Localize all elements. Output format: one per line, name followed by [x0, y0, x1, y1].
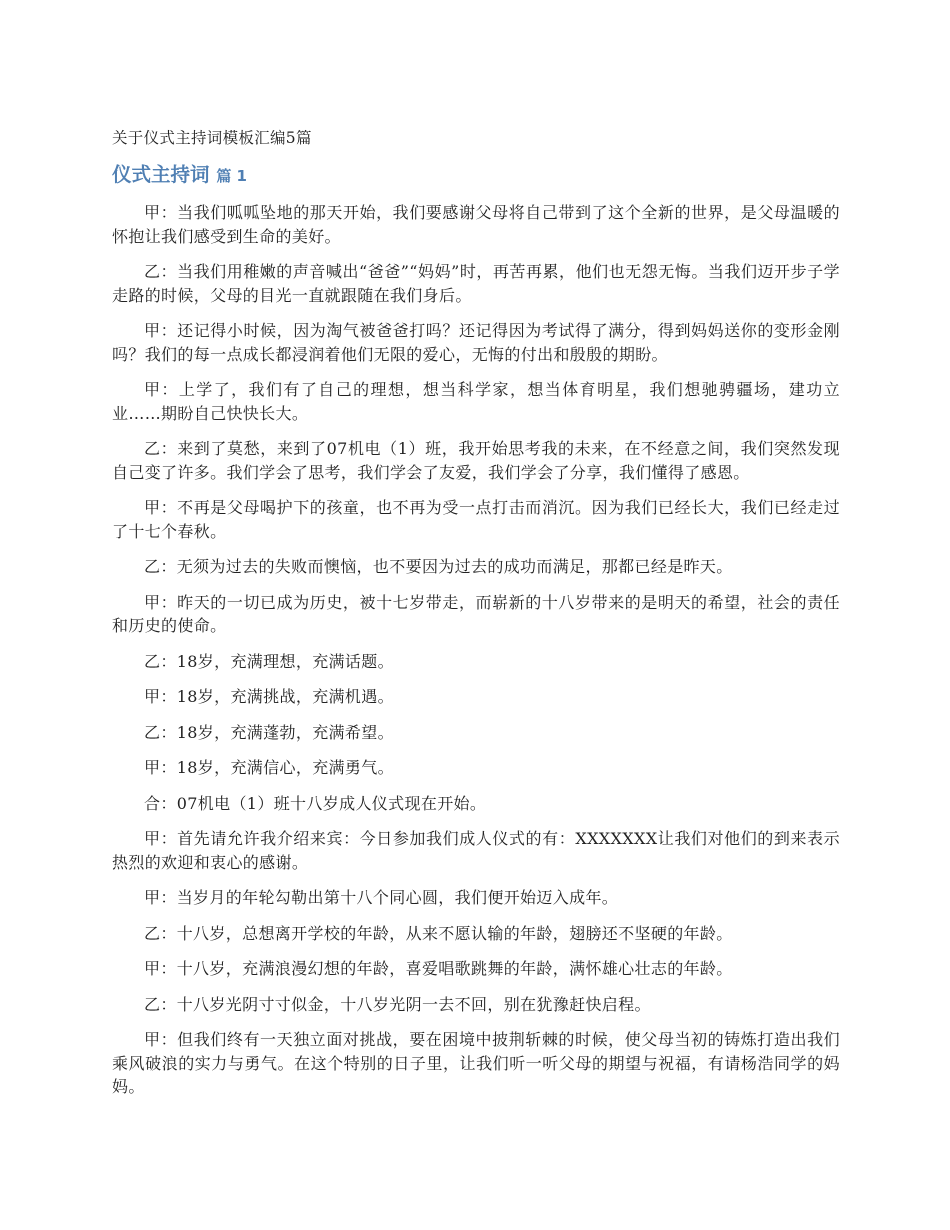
document-page	[112, 128, 840, 1111]
paragraph: 乙：18岁，充满理想，充满话题。	[144, 651, 394, 671]
paragraph: 乙：18岁，充满蓬勃，充满希望。	[144, 722, 394, 742]
paragraph: 甲：上学了，我们有了自己的理想，想当科学家，想当体育明星，我们想驰骋疆场，建功立业……期盼自己快快长大。	[112, 380, 840, 423]
paragraph: 甲：18岁，充满挑战，充满机遇。	[144, 687, 394, 706]
paragraph: 乙：当我们用稚嫩的声音喊出“爸爸”“妈妈”时，再苦再累，他们也无怨无悔。当我们迈开步子学走路的时候，父母的目光一直就跟随在我们身后。	[112, 262, 840, 305]
paragraph: 甲：当岁月的年轮勾勒出第十八个同心圆，我们便开始迈入成年。	[144, 888, 619, 907]
section-heading	[112, 162, 840, 189]
paragraph: 甲：还记得小时候，因为淘气被爸爸打吗？还记得因为考试得了满分，得到妈妈送你的变形金刚吗？我们的每一点成长都浸润着他们无限的爱心，无悔的付出和殷殷的期盼。	[112, 321, 840, 364]
section-heading-text: 仪式主持词	[112, 163, 210, 186]
paragraph: 乙：来到了莫愁，来到了07机电（1）班，我开始思考我的未来，在不经意之间，我们突然发现自己变了许多。我们学会了思考，我们学会了友爱，我们学会了分享，我们懂得了感恩。	[112, 439, 840, 482]
paragraph: 合：07机电（1）班十八岁成人仪式现在开始。	[144, 793, 487, 813]
paragraph: 乙：无须为过去的失败而懊恼，也不要因为过去的成功而满足，那都已经是昨天。	[144, 557, 733, 576]
paragraph: 甲：不再是父母喝护下的孩童，也不再为受一点打击而消沉。因为我们已经长大，我们已经走过了十七个春秋。	[112, 498, 840, 541]
paragraph: 甲：昨天的一切已成为历史，被十七岁带走，而崭新的十八岁带来的是明天的希望，社会的责任和历史的使命。	[112, 592, 840, 635]
section-heading-number: 篇 1	[216, 167, 247, 185]
paragraph: 甲：但我们终有一天独立面对挑战，要在困境中披荆斩棘的时候，使父母当初的铸炼打造出我们乘风破浪的实力与勇气。在这个特别的日子里，让我们听一听父母的期望与祝福，有请杨浩同学的妈妈。	[112, 1030, 840, 1096]
document-title: 关于仪式主持词模板汇编5篇	[112, 129, 312, 147]
paragraph: 甲：当我们呱呱坠地的那天开始，我们要感谢父母将自己带到了这个全新的世界，是父母温暖的怀抱让我们感受到生命的美好。	[112, 203, 840, 246]
paragraph: 甲：首先请允许我介绍来宾：今日参加我们成人仪式的有：XXXXXXX让我们对他们的到来表示热烈的欢迎和衷心的感谢。	[112, 829, 840, 872]
paragraph: 乙：十八岁，总想离开学校的年龄，从来不愿认输的年龄，翅膀还不坚硬的年龄。	[144, 923, 733, 943]
paragraph: 甲：十八岁，充满浪漫幻想的年龄，喜爱唱歌跳舞的年龄，满怀雄心壮志的年龄。	[144, 959, 733, 978]
paragraph: 乙：十八岁光阴寸寸似金，十八岁光阴一去不回，别在犹豫赶快启程。	[144, 994, 651, 1014]
paragraph: 甲：18岁，充满信心，充满勇气。	[144, 758, 394, 777]
